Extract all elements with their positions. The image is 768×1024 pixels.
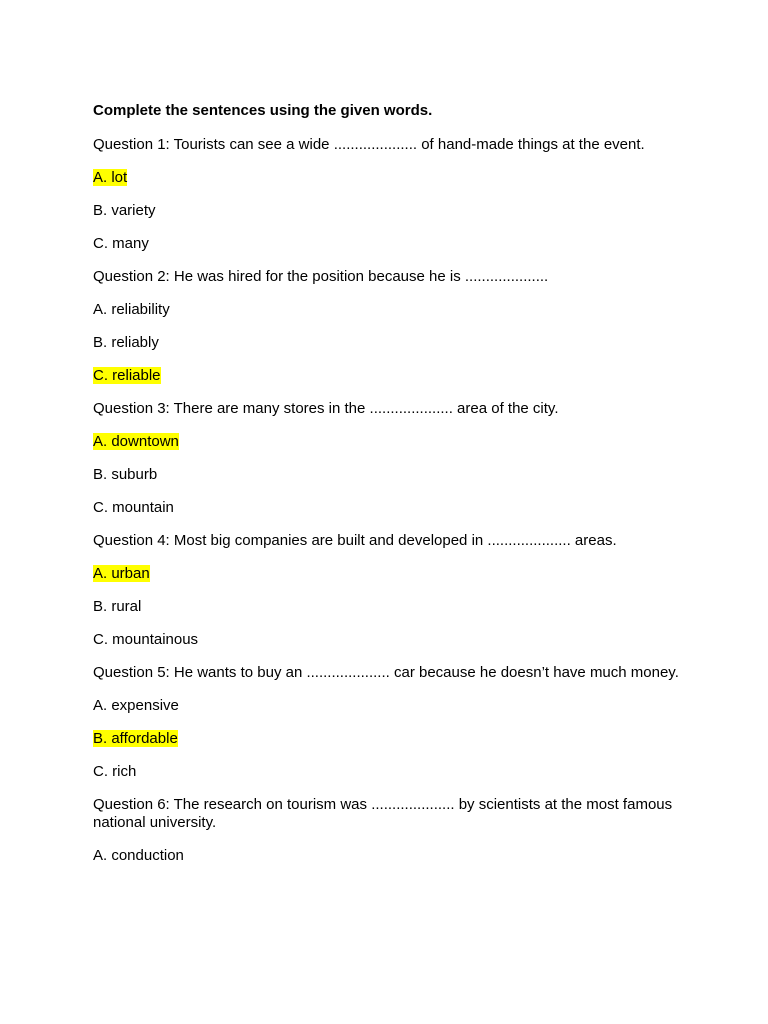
question-1-option-a — [93, 169, 693, 187]
question-3-option-b — [93, 466, 693, 484]
question-4-option-c — [93, 631, 693, 649]
question-3: Question 3: There are many stores in the .................... area of the city. — [93, 400, 559, 417]
question-5-option-c — [93, 763, 693, 781]
option-text: B. rural — [93, 598, 142, 615]
question-4: Question 4: Most big companies are built and developed in .................... areas. — [93, 532, 617, 549]
option-text: A. conduction — [93, 847, 184, 864]
option-text: A. expensive — [93, 697, 179, 714]
instructions-heading: Complete the sentences using the given words. — [93, 102, 433, 119]
option-text: C. many — [93, 235, 149, 252]
question-6: Question 6: The research on tourism was .................... by scientists at the most famous national university. — [93, 796, 673, 831]
question-5-option-b — [93, 730, 693, 748]
question-1-option-c — [93, 235, 693, 253]
option-text: A. downtown — [93, 433, 179, 450]
question-4-option-a — [93, 565, 693, 583]
option-text: C. rich — [93, 763, 137, 780]
question-2-option-c — [93, 367, 693, 385]
question-5: Question 5: He wants to buy an .................... car because he doesn’t have much money. — [93, 664, 679, 681]
question-5-option-a — [93, 697, 693, 715]
option-text: C. reliable — [93, 367, 161, 384]
option-text: C. mountainous — [93, 631, 199, 648]
option-text: B. affordable — [93, 730, 178, 747]
option-text: A. lot — [93, 169, 128, 186]
question-2: Question 2: He was hired for the position because he is .................... — [93, 268, 549, 285]
option-text: A. urban — [93, 565, 150, 582]
option-text: B. variety — [93, 202, 156, 219]
question-3-option-a — [93, 433, 693, 451]
question-1: Question 1: Tourists can see a wide .................... of hand-made things at the event. — [93, 136, 645, 153]
option-text: B. reliably — [93, 334, 159, 351]
option-text: B. suburb — [93, 466, 158, 483]
question-4-option-b — [93, 598, 693, 616]
document-page — [93, 102, 693, 880]
question-1-option-b — [93, 202, 693, 220]
question-2-option-a — [93, 301, 693, 319]
question-6-option-a — [93, 847, 693, 865]
question-3-option-c — [93, 499, 693, 517]
question-2-option-b — [93, 334, 693, 352]
option-text: A. reliability — [93, 301, 170, 318]
option-text: C. mountain — [93, 499, 174, 516]
